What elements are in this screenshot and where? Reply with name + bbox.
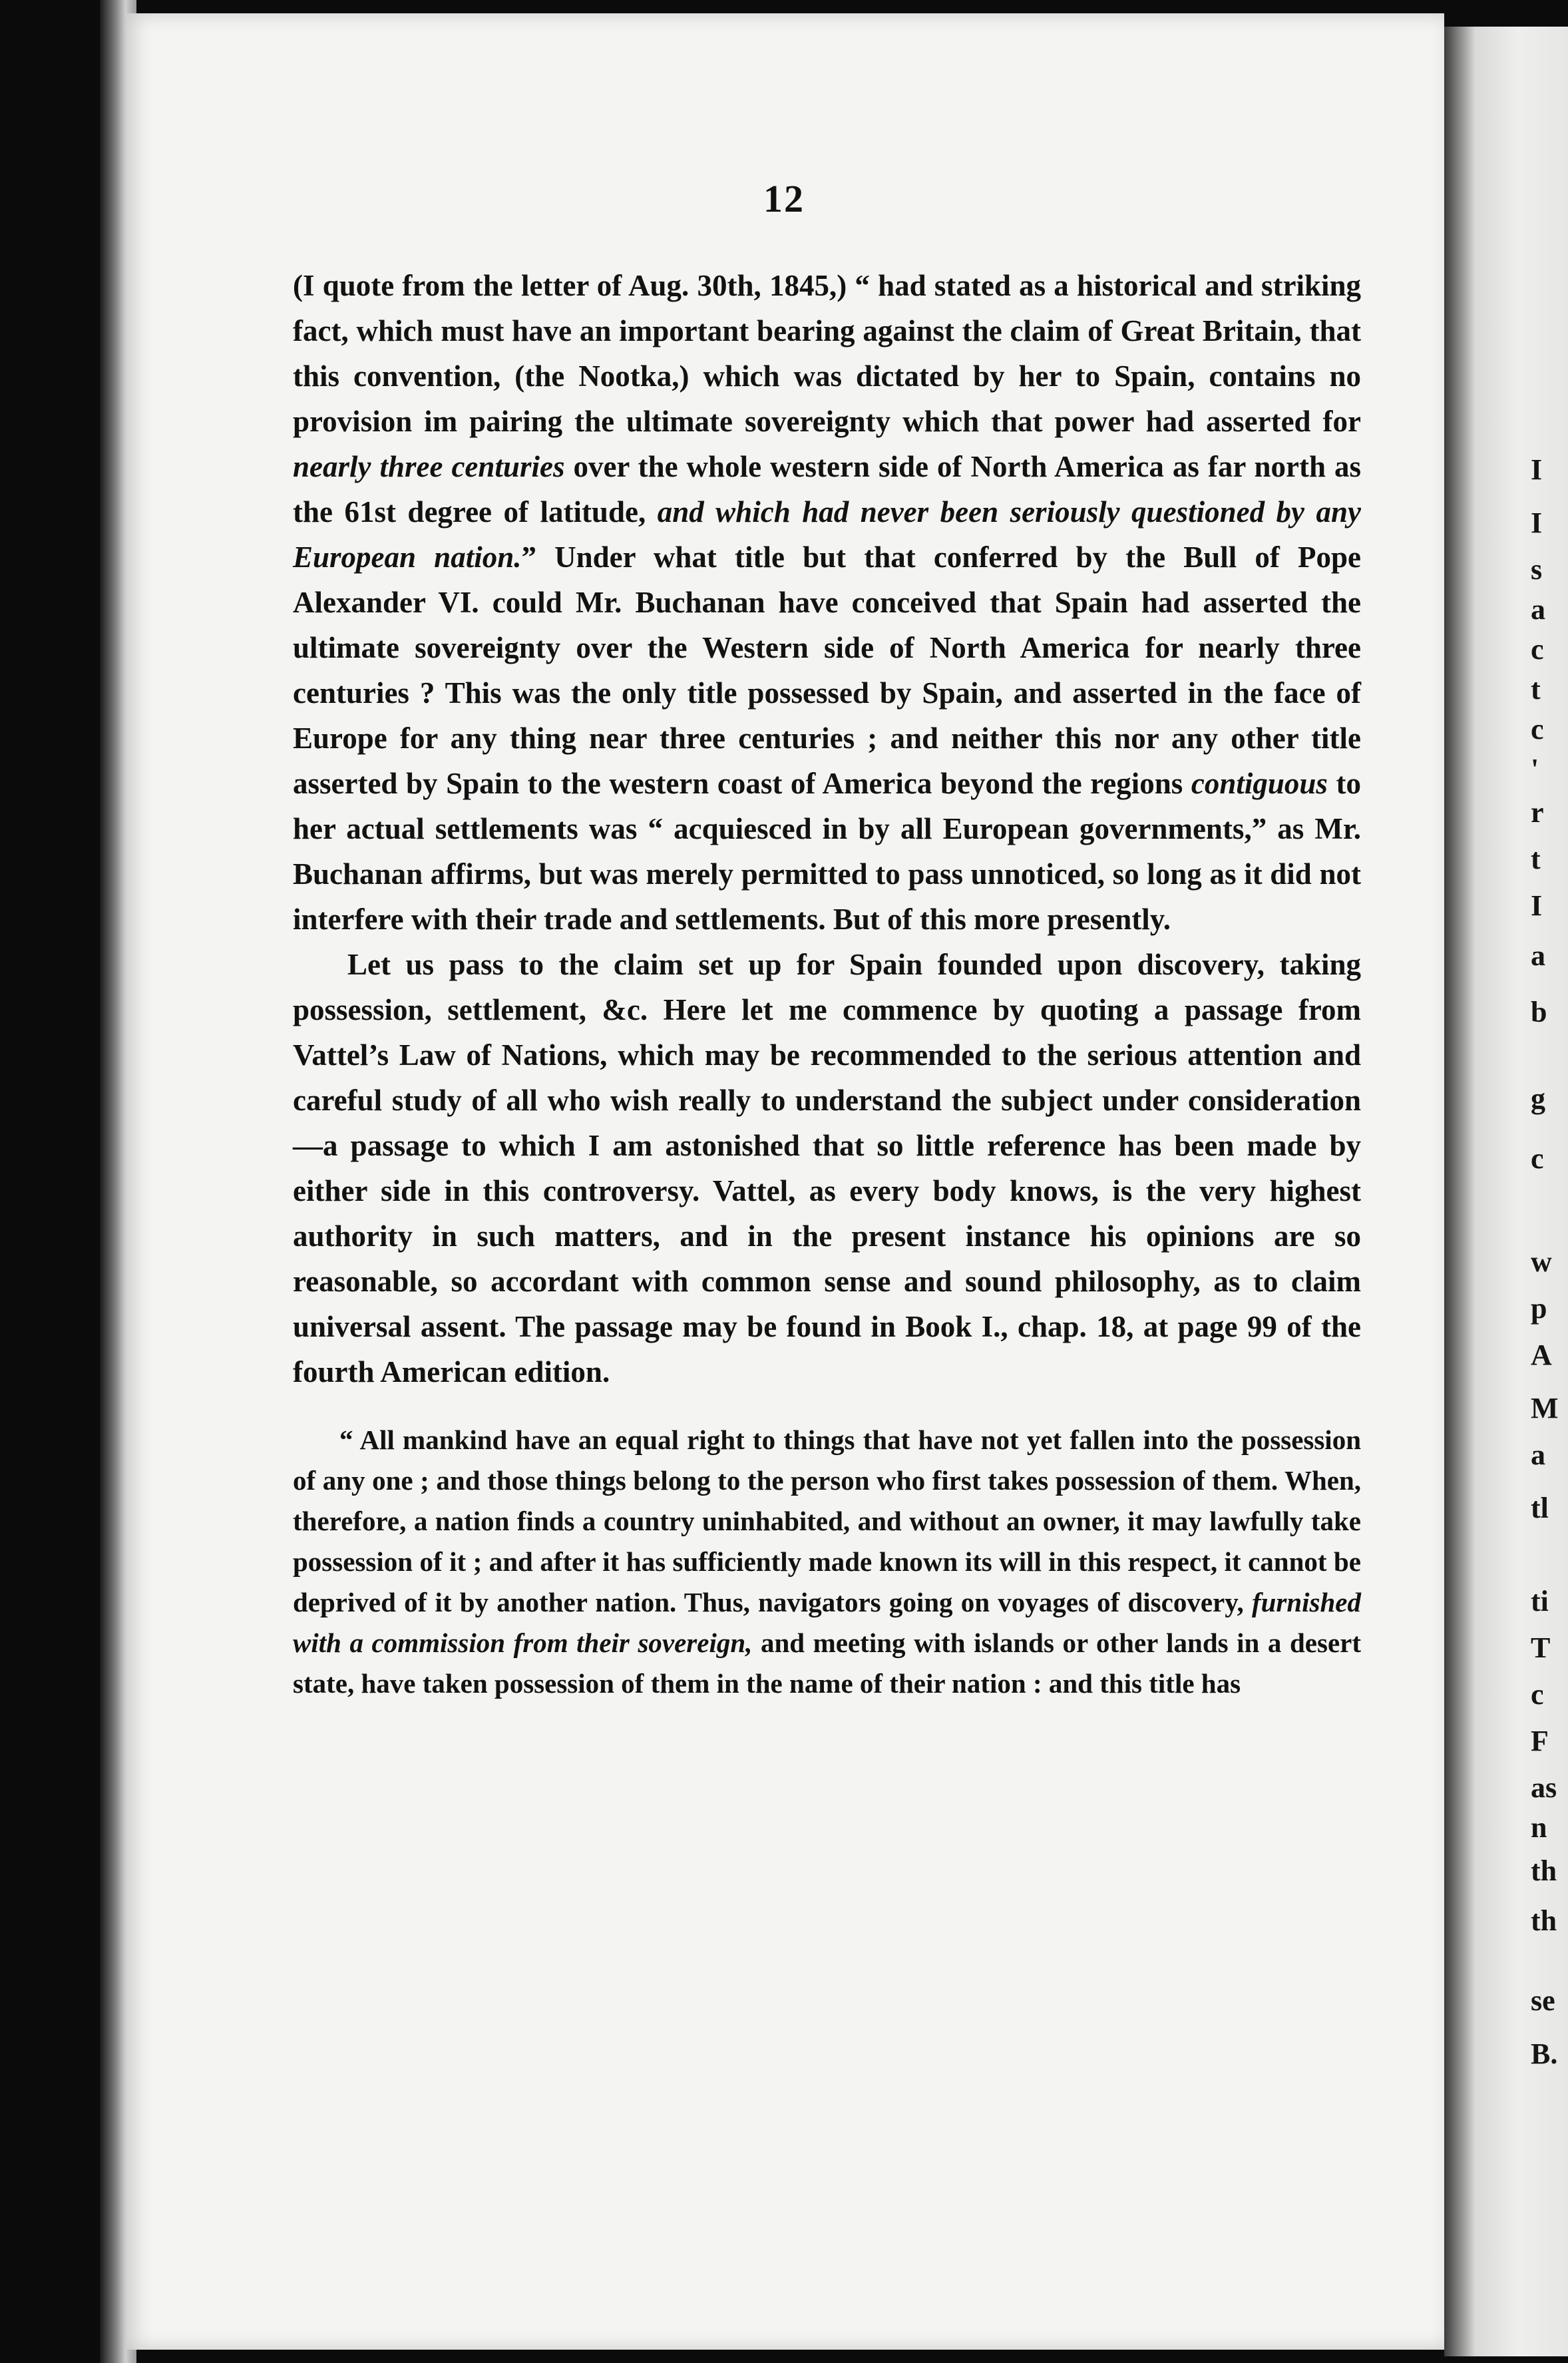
facing-page-fragment: th — [1531, 1854, 1557, 1887]
facing-page-fragment: tl — [1531, 1492, 1549, 1524]
body-text — [293, 263, 1361, 1704]
facing-page-fragment: a — [1531, 1438, 1545, 1471]
facing-page-fragment: I — [1531, 507, 1543, 539]
facing-page-fragment: w — [1531, 1245, 1552, 1278]
text-run: to her actual settlements was “ acquiesced in by all European governments,” as Mr. Buchanan affirms, but was merely permitted to pass unnoticed, so long as it did not interfere with their trade and settlements. But of this more presently. — [293, 767, 1361, 936]
facing-page-fragment: c — [1531, 713, 1544, 746]
italic-phrase: furnished with a commission from their sovereign, — [293, 1587, 1361, 1658]
facing-page-fragment: t — [1531, 673, 1541, 706]
facing-page-fragment: p — [1531, 1292, 1547, 1325]
paragraph-2 — [293, 942, 1361, 1395]
facing-page-fragment: ti — [1531, 1585, 1549, 1617]
facing-page-fragment: th — [1531, 1904, 1557, 1937]
page-number: 12 — [763, 177, 805, 220]
vattel-quotation — [293, 1420, 1361, 1704]
facing-page-fragment: se — [1531, 1984, 1555, 2017]
facing-page-fragment: r — [1531, 796, 1544, 829]
text-run: ” Under what title but that conferred by the Bull of Pope Alexander VI. could Mr. Buchanan have conceived that Spain had asserted the ultimate sovereignty over the Western side of North America for nearly three centuries ? This was the only title possessed by Spain, and asserted in the face of Europe for any thing near three centuries ; and neither this nor any other title asserted by Spain to the western coast of America beyond the regions — [293, 540, 1361, 800]
facing-page-text-fragments — [1531, 0, 1568, 2363]
text-run: “ All mankind have an equal right to things that have not yet fallen into the possession of any one ; and those things belong to the person who first takes possession of them. When, therefore, a nation finds a country uninhabited, and without an owner, it may lawfully take possession of it ; and after it has sufficiently made known its will in this respect, it cannot be deprived of it by another nation. Thus, navigators going on voyages of discovery, — [293, 1424, 1361, 1617]
facing-page-fragment: A — [1531, 1339, 1552, 1371]
facing-page-fragment: b — [1531, 996, 1547, 1028]
italic-phrase: contiguous — [1191, 767, 1328, 800]
facing-page-fragment: g — [1531, 1082, 1545, 1115]
facing-page-fragment: B. — [1531, 2038, 1558, 2070]
facing-page-fragment: I — [1531, 889, 1543, 922]
facing-page-fragment: s — [1531, 553, 1543, 586]
facing-page-fragment: F — [1531, 1725, 1549, 1757]
text-run: Let us pass to the claim set up for Spain founded upon discovery, taking possession, settlement, &c. Here let me commence by quoting a passage from Vattel’s Law of Nations, which may be recommended to the serious attention and careful study of all who wish really to understand the subject under consideration—a passage to which I am astonished that so little reference has been made by either side in this controversy. Vattel, as every body knows, is the very highest authority in such matters, and in the present instance his opinions are so reasonable, so accordant with common sense and sound philosophy, as to claim universal assent. The passage may be found in Book I., chap. 18, at page 99 of the fourth American edition. — [293, 948, 1361, 1389]
facing-page-fragment: n — [1531, 1811, 1547, 1844]
facing-page-fragment: c — [1531, 1142, 1544, 1175]
facing-page-fragment: as — [1531, 1771, 1557, 1804]
facing-page-fragment: ' — [1531, 753, 1539, 785]
text-run: (I quote from the letter of Aug. 30th, 1845,) “ had stated as a historical and striking fact, which must have an important bearing against the claim of Great Britain, that this convention, (the Nootka,) which was dictated by her to Spain, contains no provision im pairing the ultimate sovereignty which that power had asserted for — [293, 269, 1361, 438]
facing-page-fragment: c — [1531, 1678, 1544, 1711]
facing-page-fragment: T — [1531, 1631, 1551, 1664]
italic-phrase: nearly three centuries — [293, 450, 565, 483]
paragraph-1 — [293, 263, 1361, 942]
facing-page-fragment: c — [1531, 633, 1544, 666]
italic-phrase: and which had never been seriously questioned by any European nation. — [293, 495, 1361, 574]
text-run: and meeting with islands or other lands in a desert state, have taken possession of them in the name of their nation : and this title has — [293, 1627, 1361, 1699]
facing-page-fragment: I — [1531, 453, 1543, 486]
facing-page-fragment: a — [1531, 939, 1545, 972]
facing-page-fragment: t — [1531, 843, 1541, 875]
facing-page-fragment: M — [1531, 1392, 1559, 1424]
facing-page-fragment: a — [1531, 593, 1545, 626]
text-run: over the whole western side of North America as far north as the 61st degree of latitude, — [293, 450, 1361, 529]
